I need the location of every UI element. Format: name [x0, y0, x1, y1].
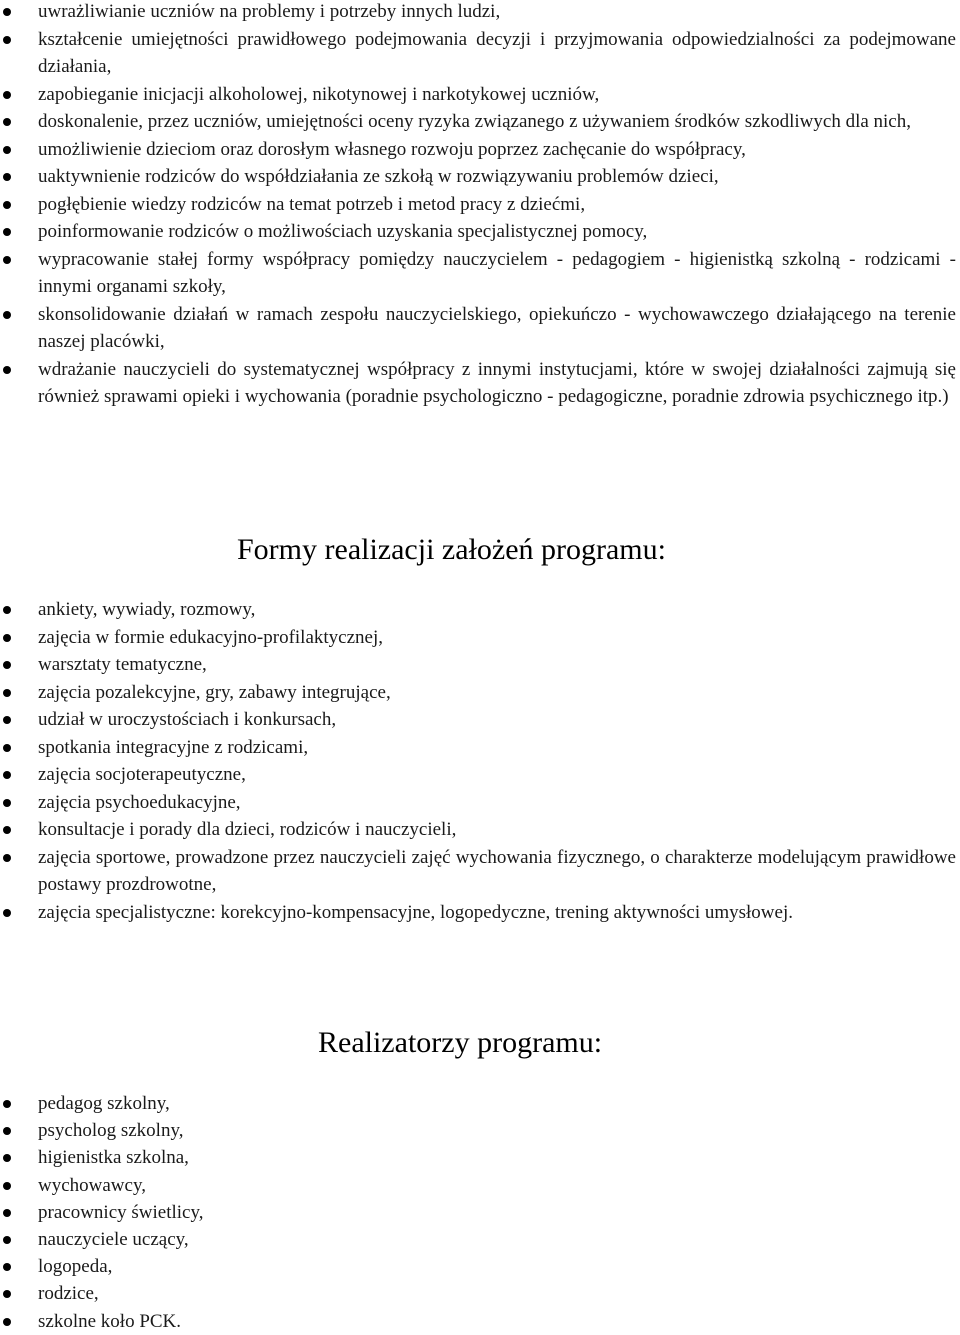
- list-item: [0, 899, 960, 927]
- bullet-icon: [3, 173, 11, 181]
- list-item: [0, 1090, 960, 1117]
- bullet-icon: [3, 1236, 11, 1244]
- list-item: [0, 191, 960, 219]
- list-item-text: pogłębienie wiedzy rodziców na temat potrzeb i metod pracy z dziećmi,: [38, 193, 586, 215]
- list-item: [0, 1144, 960, 1171]
- bullet-icon: [3, 1100, 11, 1108]
- bullet-icon: [3, 606, 11, 614]
- list-item-text: pedagog szkolny,: [38, 1093, 170, 1114]
- bullet-icon: [3, 909, 11, 917]
- bullet-icon: [3, 1154, 11, 1162]
- list-item: [0, 1172, 960, 1199]
- bullet-icon: [3, 771, 11, 779]
- list-item-text: zapobieganie inicjacji alkoholowej, nikotynowej i narkotykowej uczniów,: [38, 83, 600, 105]
- list-item-text: warsztaty tematyczne,: [38, 654, 207, 675]
- list-item-text: zajęcia specjalistyczne: korekcyjno-kompensacyjne, logopedyczne, trening aktywności umysłowej.: [38, 901, 793, 923]
- bullet-icon: [3, 228, 11, 236]
- list-item: [0, 356, 960, 411]
- bullet-icon: [3, 256, 11, 264]
- list-item-text: wypracowanie stałej formy współpracy pomiędzy nauczycielem - pedagogiem - higienistką szkolną - rodzicami - innymi organami szkoły,: [38, 248, 956, 297]
- forms-list: [0, 596, 960, 926]
- list-item-text: zajęcia w formie edukacyjno-profilaktycznej,: [38, 626, 383, 648]
- list-item: [0, 1280, 960, 1307]
- list-item-text: zajęcia sportowe, prowadzone przez nauczycieli zajęć wychowania fizycznego, o charakterze modelującym prawidłowe postawy prozdrowotne,: [38, 846, 956, 895]
- list-item-text: szkolne koło PCK.: [38, 1310, 182, 1332]
- list-item-text: poinformowanie rodziców o możliwościach uzyskania specjalistycznej pomocy,: [38, 221, 648, 242]
- list-item: [0, 1199, 960, 1226]
- list-item-text: udział w uroczystościach i konkursach,: [38, 709, 337, 730]
- list-item: [0, 301, 960, 356]
- bullet-icon: [3, 8, 11, 16]
- bullet-icon: [3, 366, 11, 374]
- list-item-text: zajęcia psychoedukacyjne,: [38, 791, 241, 813]
- list-item: [0, 761, 960, 789]
- list-item: [0, 596, 960, 624]
- list-item-text: umożliwienie dzieciom oraz dorosłym własnego rozwoju poprzez zachęcanie do współpracy,: [38, 138, 746, 160]
- list-item: [0, 26, 960, 81]
- list-item-text: spotkania integracyjne z rodzicami,: [38, 736, 309, 758]
- list-item: [0, 844, 960, 899]
- bullet-icon: [3, 1209, 11, 1217]
- bullet-icon: [3, 826, 11, 834]
- bullet-icon: [3, 311, 11, 319]
- bullet-icon: [3, 118, 11, 126]
- bullet-icon: [3, 1127, 11, 1135]
- list-item: [0, 81, 960, 109]
- list-item: [0, 734, 960, 762]
- list-item: [0, 651, 960, 679]
- list-item: [0, 108, 960, 136]
- list-item: [0, 136, 960, 164]
- list-item-text: doskonalenie, przez uczniów, umiejętności oceny ryzyka związanego z używaniem środków szkodliwych dla nich,: [38, 111, 911, 132]
- bullet-icon: [3, 201, 11, 209]
- bullet-icon: [3, 634, 11, 642]
- list-item: [0, 789, 960, 817]
- bullet-icon: [3, 661, 11, 669]
- list-item: [0, 816, 960, 844]
- list-item-text: rodzice,: [38, 1283, 99, 1305]
- list-item-text: wdrażanie nauczycieli do systematycznej współpracy z innymi instytucjami, które w swojej działalności zajmują się również sprawami opieki i wychowania (poradnie psychologiczno - pedagogiczne, poradnie zdrowia psychicznego itp.): [38, 358, 956, 407]
- list-item: [0, 1253, 960, 1280]
- bullet-icon: [3, 854, 11, 862]
- list-item: [0, 679, 960, 707]
- list-item-text: zajęcia socjoterapeutyczne,: [38, 764, 246, 785]
- list-item-text: skonsolidowanie działań w ramach zespołu nauczycielskiego, opiekuńczo - wychowawczego działającego na terenie naszej placówki,: [38, 303, 956, 352]
- bullet-icon: [3, 36, 11, 44]
- list-item: [0, 624, 960, 652]
- bullet-icon: [3, 1318, 11, 1326]
- list-item: [0, 1308, 960, 1335]
- list-item-text: wychowawcy,: [38, 1174, 146, 1196]
- list-item: [0, 0, 960, 26]
- list-item-text: higienistka szkolna,: [38, 1147, 189, 1169]
- list-item-text: logopeda,: [38, 1256, 113, 1278]
- list-item: [0, 1117, 960, 1144]
- list-item-text: zajęcia pozalekcyjne, gry, zabawy integrujące,: [38, 681, 391, 703]
- bullet-icon: [3, 91, 11, 99]
- bullet-icon: [3, 146, 11, 154]
- realizers-heading: Realizatorzy programu:: [318, 1026, 603, 1059]
- bullet-icon: [3, 744, 11, 752]
- list-item: [0, 246, 960, 301]
- list-item-text: psycholog szkolny,: [38, 1120, 184, 1142]
- list-item-text: nauczyciele uczący,: [38, 1229, 189, 1251]
- bullet-icon: [3, 799, 11, 807]
- bullet-icon: [3, 1263, 11, 1271]
- bullet-icon: [3, 1290, 11, 1298]
- list-item: [0, 706, 960, 734]
- list-item: [0, 1226, 960, 1253]
- bullet-icon: [3, 689, 11, 697]
- realizers-list: [0, 1090, 960, 1335]
- bullet-icon: [3, 1182, 11, 1190]
- list-item-text: ankiety, wywiady, rozmowy,: [38, 599, 256, 620]
- list-item-text: pracownicy świetlicy,: [38, 1201, 204, 1223]
- goals-list: [0, 0, 960, 411]
- list-item: [0, 218, 960, 246]
- list-item-text: uwrażliwianie uczniów na problemy i potrzeby innych ludzi,: [38, 1, 501, 22]
- list-item-text: uaktywnienie rodziców do współdziałania ze szkołą w rozwiązywaniu problemów dzieci,: [38, 166, 719, 187]
- bullet-icon: [3, 716, 11, 724]
- list-item: [0, 163, 960, 191]
- list-item-text: konsultacje i porady dla dzieci, rodziców i nauczycieli,: [38, 819, 457, 840]
- list-item-text: kształcenie umiejętności prawidłowego podejmowania decyzji i przyjmowania odpowiedzialności za podejmowane działania,: [38, 28, 956, 77]
- forms-heading: Formy realizacji założeń programu:: [237, 533, 666, 566]
